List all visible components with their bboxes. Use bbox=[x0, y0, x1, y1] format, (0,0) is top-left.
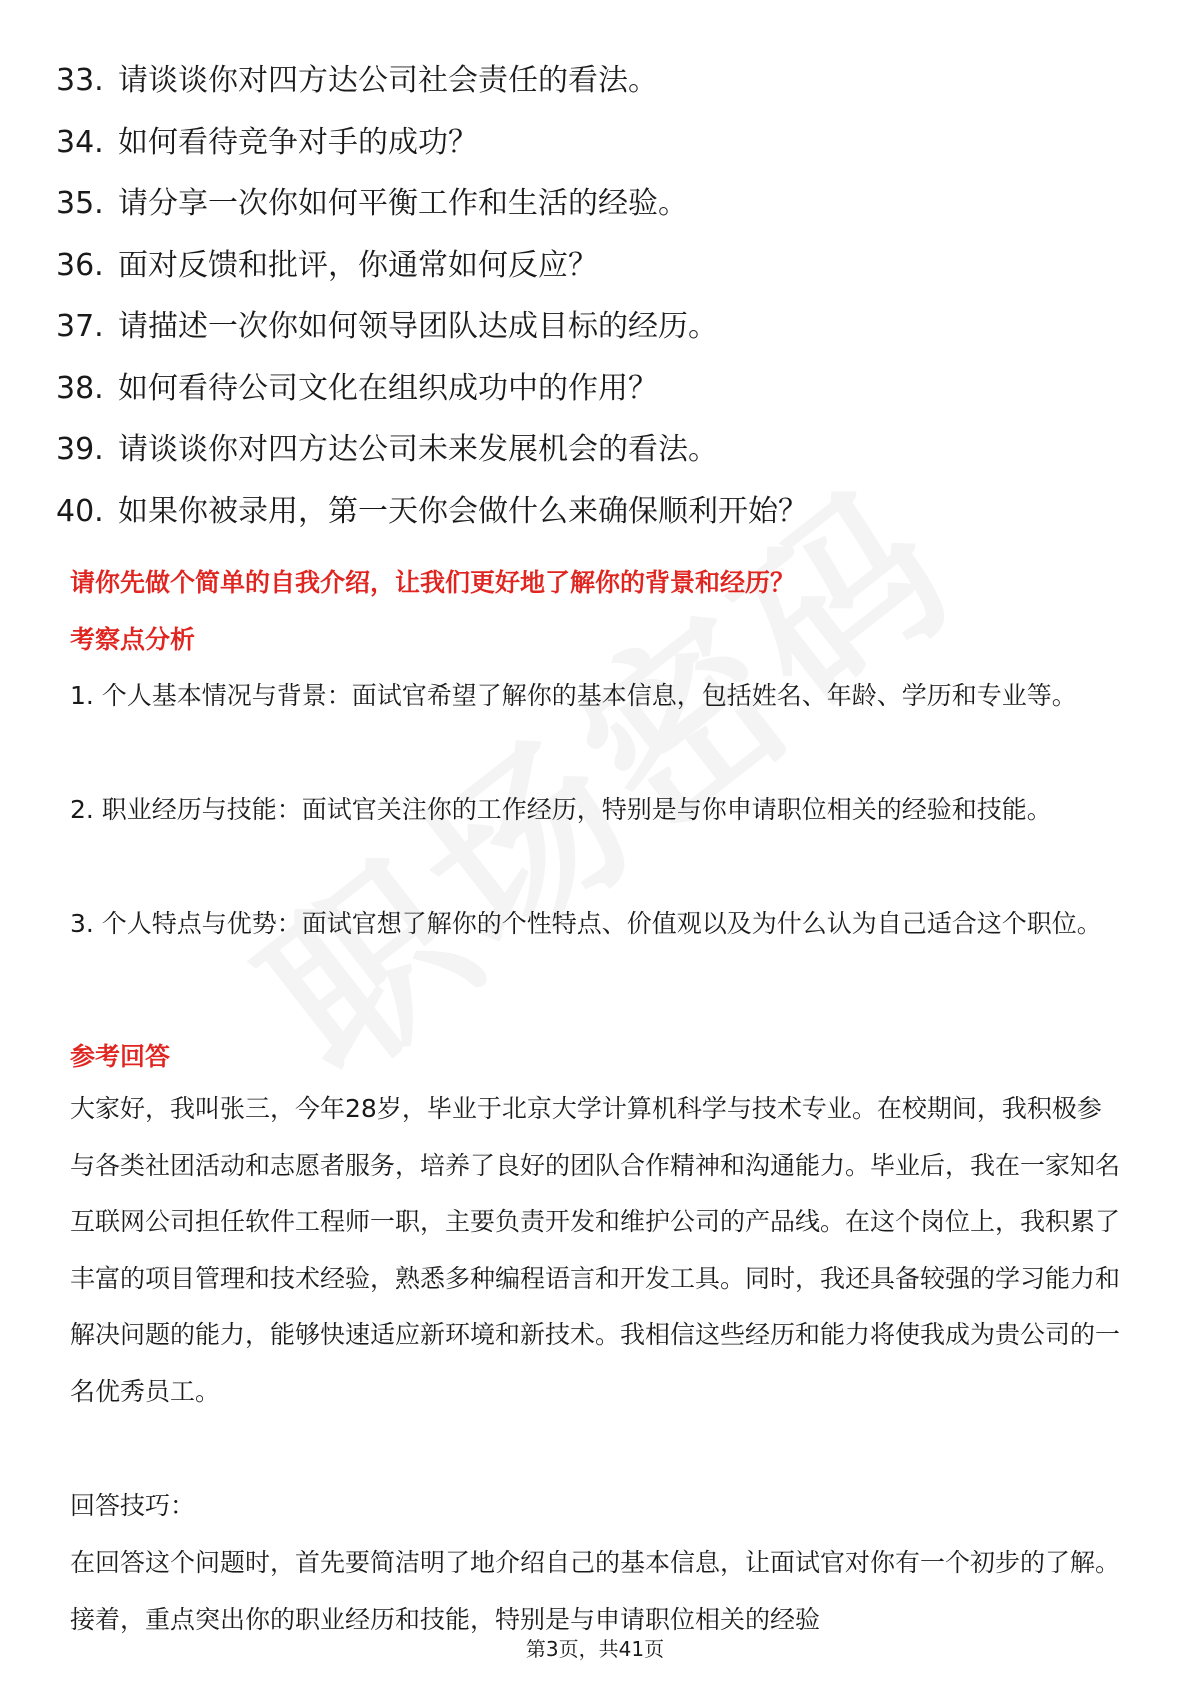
question-item bbox=[56, 173, 808, 235]
question-number: 38. bbox=[56, 370, 104, 406]
question-item bbox=[56, 358, 808, 420]
question-item bbox=[56, 481, 808, 543]
question-number: 40. bbox=[56, 493, 104, 529]
question-number: 33. bbox=[56, 63, 104, 98]
analysis-point: 3. 个人特点与优势：面试官想了解你的个性特点、价值观以及为什么认为自己适合这个职位。 bbox=[70, 909, 1102, 938]
question-text: 如何看待竞争对手的成功？ bbox=[118, 124, 478, 160]
question-text: 面对反馈和批评，你通常如何反应？ bbox=[118, 247, 598, 283]
reference-heading: 参考回答 bbox=[70, 1042, 171, 1071]
analysis-point: 1. 个人基本情况与背景：面试官希望了解你的基本信息，包括姓名、年龄、学历和专业等。 bbox=[70, 681, 1077, 710]
question-text: 请描述一次你如何领导团队达成目标的经历。 bbox=[118, 309, 718, 344]
question-text: 请谈谈你对四方达公司社会责任的看法。 bbox=[118, 63, 658, 98]
tips-label: 回答技巧： bbox=[70, 1491, 196, 1520]
tips-text: 在回答这个问题时，首先要简洁明了地介绍自己的基本信息，让面试官对你有一个初步的了解。接着，重点突出你的职业经历和技能，特别是与申请职位相关的经验 bbox=[70, 1548, 1121, 1634]
question-number: 37. bbox=[56, 309, 104, 344]
question-number: 39. bbox=[56, 432, 104, 467]
analysis-heading: 考察点分析 bbox=[70, 625, 196, 654]
page-footer: 第3页，共41页 bbox=[525, 1637, 665, 1661]
question-item bbox=[56, 112, 808, 174]
question-list bbox=[56, 50, 808, 542]
question-text: 如何看待公司文化在组织成功中的作用？ bbox=[118, 370, 658, 406]
question-item bbox=[56, 50, 808, 112]
question-number: 36. bbox=[56, 247, 104, 283]
question-number: 35. bbox=[56, 186, 104, 221]
analysis-point: 2. 职业经历与技能：面试官关注你的工作经历，特别是与你申请职位相关的经验和技能。 bbox=[70, 795, 1052, 824]
question-item bbox=[56, 235, 808, 297]
interview-question-title: 请你先做个简单的自我介绍，让我们更好地了解你的背景和经历？ bbox=[70, 568, 796, 597]
question-text: 请谈谈你对四方达公司未来发展机会的看法。 bbox=[118, 432, 718, 467]
reference-answer: 大家好，我叫张三，今年28岁，毕业于北京大学计算机科学与技术专业。在校期间，我积极参与各类社团活动和志愿者服务，培养了良好的团队合作精神和沟通能力。毕业后，我在一家知名互联网公司担任软件工程师一职，主要负责开发和维护公司的产品线。在这个岗位上，我积累了丰富的项目管理和技术经验，熟悉多种编程语言和开发工具。同时，我还具备较强的学习能力和解决问题的能力，能够快速适应新环境和新技术。我相信这些经历和能力将使我成为贵公司的一名优秀员工。 bbox=[70, 1094, 1121, 1406]
question-text: 请分享一次你如何平衡工作和生活的经验。 bbox=[118, 186, 688, 221]
question-text: 如果你被录用，第一天你会做什么来确保顺利开始？ bbox=[118, 493, 808, 529]
question-item bbox=[56, 296, 808, 358]
question-number: 34. bbox=[56, 124, 104, 160]
question-item bbox=[56, 419, 808, 481]
